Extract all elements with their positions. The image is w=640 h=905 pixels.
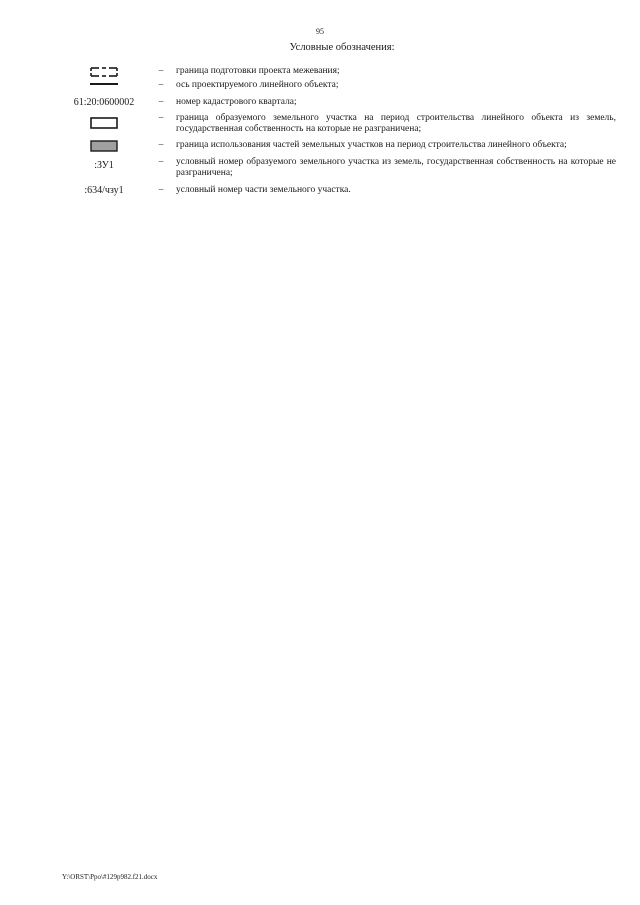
legend-description: ось проектируемого линейного объекта; [176,80,339,90]
page-number: 95 [316,27,324,36]
legend-symbol [62,80,146,91]
legend-symbol [62,140,146,152]
legend-row-part-number [62,185,622,199]
legend-symbol [62,66,146,78]
legend-description: граница подготовки проекта межевания; [176,66,340,76]
dashed-boundary-icon [90,66,118,78]
legend-row-part-usage-boundary [62,140,622,157]
legend-symbol [62,185,146,196]
legend-dash: – [158,80,164,90]
cadastral-quarter-number: 61:20:0600002 [73,97,135,108]
outlined-rectangle-icon [90,117,118,129]
legend-dash: – [158,157,164,167]
solid-axis-line-icon [90,80,118,91]
legend-row-land-plot-boundary [62,113,622,140]
legend-symbol [62,157,146,171]
legend-dash: – [158,113,164,123]
legend-description: граница образуемого земельного участка на период строительства линейного объекта из земель, государственная собственность на которые не разграничена; [176,113,616,134]
legend-row-planning-boundary [62,66,622,80]
legend-list [62,66,622,199]
document-path-footer: Y:\ORST\Ppo\#129p982.f21.docx [62,873,158,881]
legend-description: условный номер части земельного участка. [176,185,351,195]
legend-row-conditional-plot-number [62,157,622,185]
legend-description: граница использования частей земельных участков на период строительства линейного объекта; [176,140,567,150]
plot-part-number: :634/чзу1 [84,185,124,196]
legend-dash: – [158,97,164,107]
gray-filled-rectangle-icon [90,140,118,152]
legend-description: условный номер образуемого земельного участка из земель, государственная собственность на которые не разграничена; [176,157,616,178]
legend-row-cadastral-quarter [62,97,622,113]
legend-dash: – [158,185,164,195]
legend-dash: – [158,140,164,150]
legend-title: Условные обозначения: [289,42,395,53]
legend-dash: – [158,66,164,76]
legend-description: номер кадастрового квартала; [176,97,297,107]
legend-symbol [62,113,146,129]
legend-symbol [62,97,146,108]
legend-row-axis-line [62,80,622,97]
conditional-plot-number: :ЗУ1 [94,160,114,171]
